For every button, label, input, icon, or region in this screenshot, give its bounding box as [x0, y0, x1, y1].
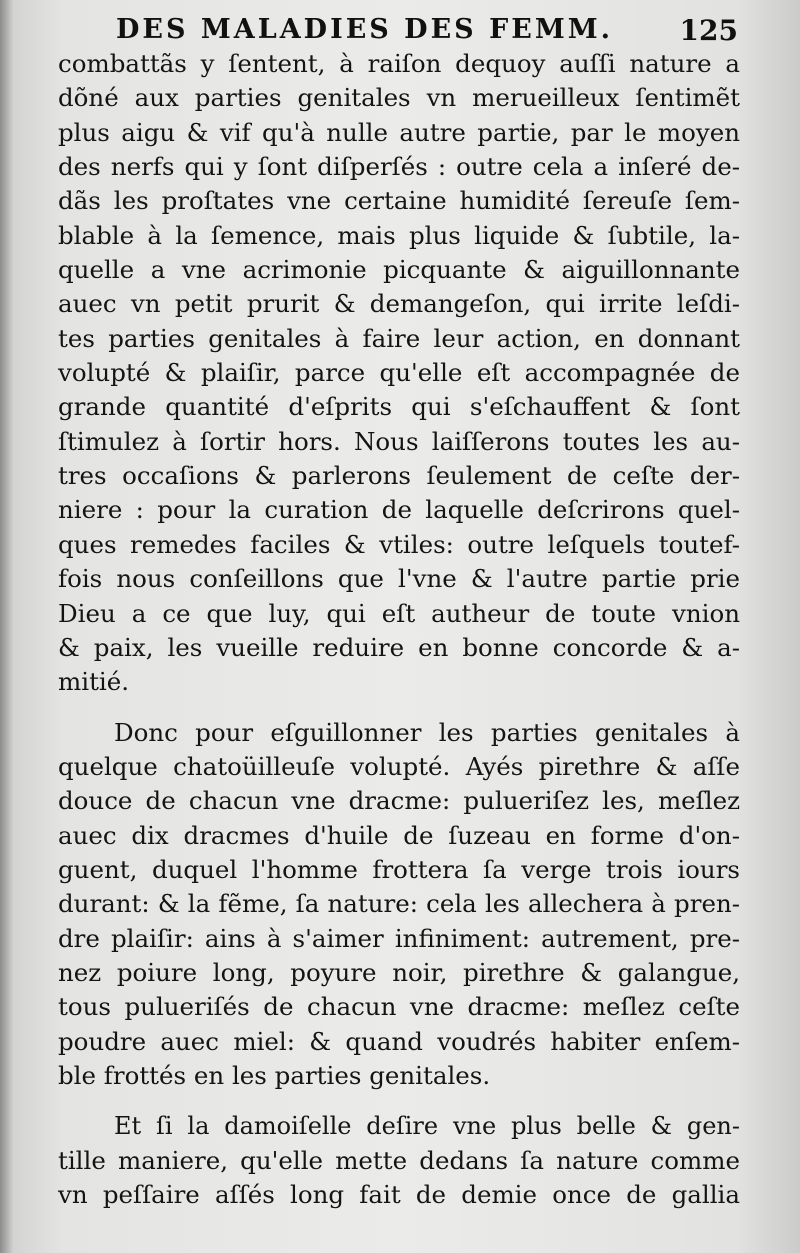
- body-text: [58, 47, 740, 1212]
- text-line: douce de chacun vne dracme: pulueriſez les, meſlez: [58, 786, 740, 816]
- text-line: auec dix dracmes d'huile de ſuzeau en forme d'on-: [58, 820, 740, 850]
- text-line: tille maniere, qu'elle mette dedans ſa nature comme: [58, 1145, 740, 1175]
- text-line: volupté & plaiſir, parce qu'elle eſt accompagnée de: [58, 358, 740, 388]
- text-line: ques remedes faciles & vtiles: outre leſquels toutef-: [58, 529, 740, 559]
- paragraph-2: [58, 716, 740, 1094]
- text-line: plus aigu & vif qu'à nulle autre partie, par le moyen: [58, 117, 740, 147]
- text-line: tres occaſions & parlerons ſeulement de ceſte der-: [58, 461, 740, 491]
- text-line: tous pulueriſés de chacun vne dracme: meſlez ceſte: [58, 992, 740, 1022]
- text-line: Et ſi la damoiſelle deſire vne plus belle & gen-: [114, 1112, 740, 1141]
- text-line: blable à la ſemence, mais plus liquide & ſubtile, la-: [58, 220, 740, 250]
- paragraph-1: [58, 47, 740, 700]
- text-line: nez poiure long, poyure noir, pirethre & galangue,: [58, 957, 740, 987]
- page-gutter: [0, 0, 14, 1253]
- text-line: grande quantité d'eſprits qui s'eſchauffent & ſont: [58, 392, 740, 422]
- text-line: & paix, les vueille reduire en bonne concorde & a-: [58, 632, 740, 662]
- paragraph-gap: [58, 700, 740, 716]
- running-title: DES MALADIES DES FEMM.: [116, 14, 613, 45]
- text-line: auec vn petit prurit & demangeſon, qui irrite leſdi-: [58, 289, 740, 319]
- text-line: tes parties genitales à faire leur action, en donnant: [58, 323, 740, 353]
- paragraph-3: [58, 1109, 740, 1212]
- text-line: combattãs y ſentent, à raiſon dequoy auſſi nature a: [58, 49, 740, 78]
- text-line: quelque chatoüilleuſe volupté. Ayés pirethre & aſſe: [58, 751, 740, 781]
- text-line: dãs les proſtates vne certaine humidité ſereuſe ſem-: [58, 186, 740, 216]
- page-number: 125: [679, 14, 738, 47]
- text-line: ble frottés en les parties genitales.: [58, 1060, 491, 1090]
- text-line: niere : pour la curation de laquelle deſcrirons quel-: [58, 495, 740, 525]
- text-line: quelle a vne acrimonie picquante & aiguillonnante: [58, 255, 740, 285]
- text-line: vn peſſaire aſſés long fait de demie once de gallia: [58, 1180, 740, 1209]
- text-line: Donc pour eſguillonner les parties genitales à: [114, 717, 740, 747]
- text-line: des nerfs qui y ſont diſperſés : outre cela a inſeré de-: [58, 152, 740, 182]
- text-line: Dieu a ce que luy, qui eſt autheur de toute vnion: [58, 598, 740, 628]
- text-line: guent, duquel l'homme frottera ſa verge trois iours: [58, 854, 740, 884]
- text-line: poudre auec miel: & quand voudrés habiter enſem-: [58, 1026, 740, 1056]
- text-line: mitié.: [58, 667, 130, 697]
- paragraph-gap: [58, 1093, 740, 1109]
- page-header: [88, 6, 748, 52]
- text-line: dõné aux parties genitales vn merueilleux ſentimẽt: [58, 83, 740, 113]
- text-line: dre plaiſir: ains à s'aimer infiniment: autrement, pre-: [58, 923, 740, 953]
- text-line: durant: & la fẽme, ſa nature: cela les allechera à pren-: [58, 889, 740, 919]
- text-line: ſtimulez à ſortir hors. Nous laiſſerons toutes les au-: [58, 426, 740, 456]
- text-line: fois nous conſeillons que l'vne & l'autre partie prie: [58, 564, 740, 594]
